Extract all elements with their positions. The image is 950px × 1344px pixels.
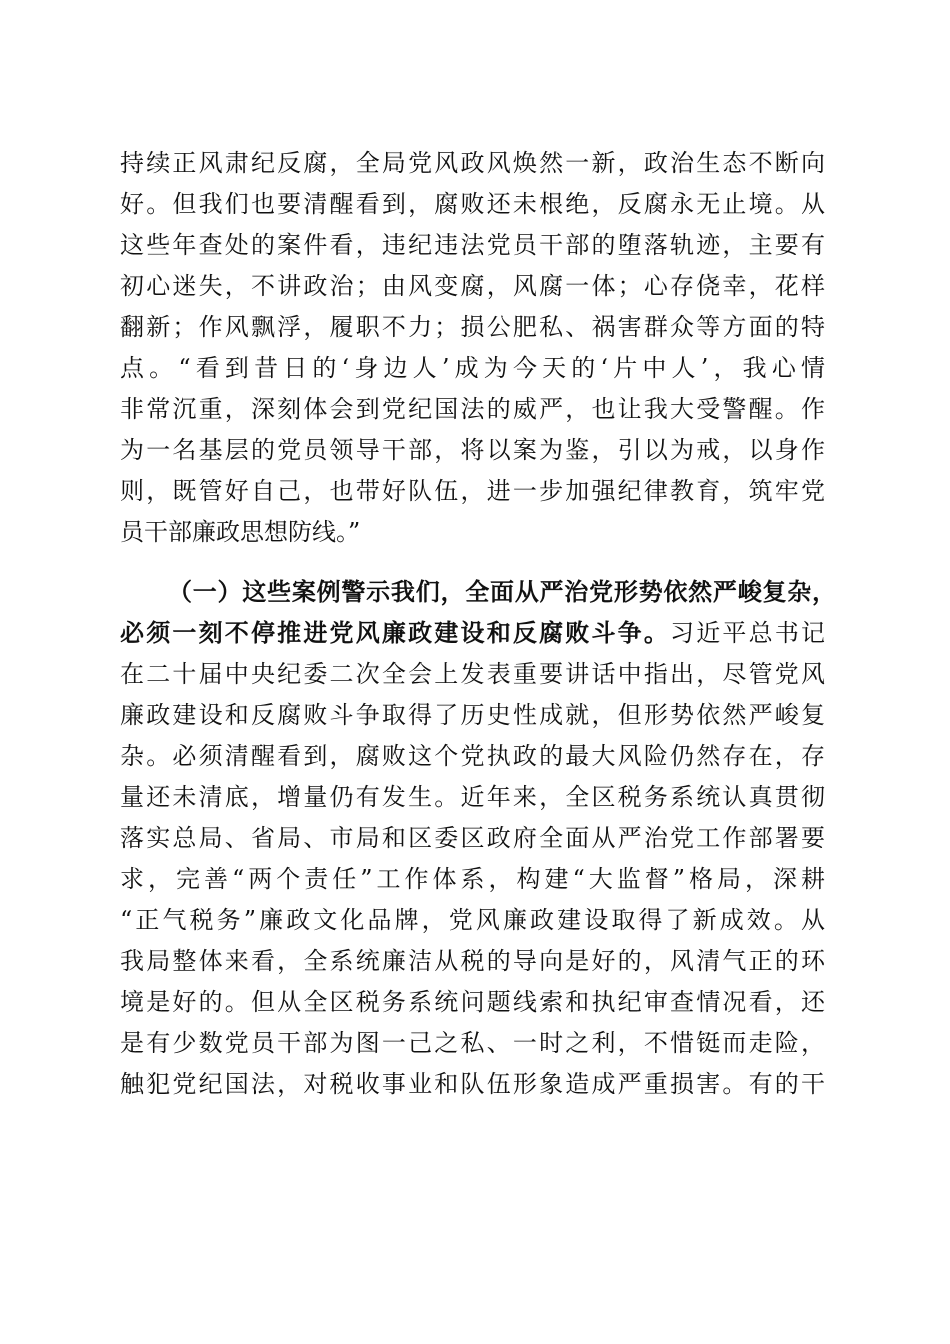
body-text-line: 求，完善“两个责任”工作体系，构建“大监督”格局，深耕 bbox=[120, 865, 825, 893]
body-text-line: 我局整体来看，全系统廉洁从税的导向是好的，风清气正的环 bbox=[120, 947, 825, 975]
body-text-line: 员干部廉政思想防线。” bbox=[120, 518, 361, 546]
body-text-line: 廉政建设和反腐败斗争取得了历史性成就，但形势依然严峻复 bbox=[120, 701, 825, 729]
section-heading-line-mixed bbox=[120, 613, 825, 653]
section-heading-bold: 必须一刻不停推进党风廉政建设和反腐败斗争。 bbox=[120, 618, 671, 647]
body-text-line: 非常沉重，深刻体会到党纪国法的威严，也让我大受警醒。作 bbox=[120, 395, 825, 423]
body-text-run: 习近平总书记 bbox=[670, 619, 826, 647]
body-text-line: 初心迷失，不讲政治；由风变腐，风腐一体；心存侥幸，花样 bbox=[120, 272, 825, 300]
body-text-line: 这些年查处的案件看，违纪违法党员干部的堕落轨迹，主要有 bbox=[120, 231, 825, 259]
body-text-line: 点。“看到昔日的‘身边人’成为今天的‘片中人’，我心情 bbox=[120, 354, 825, 382]
body-text-line: 触犯党纪国法，对税收事业和队伍形象造成严重损害。有的干 bbox=[120, 1070, 825, 1098]
body-text-line: 为一名基层的党员领导干部，将以案为鉴，引以为戒，以身作 bbox=[120, 436, 825, 464]
body-text-line: 好。但我们也要清醒看到，腐败还未根绝，反腐永无止境。从 bbox=[120, 190, 825, 218]
body-text-line: “正气税务”廉政文化品牌，党风廉政建设取得了新成效。从 bbox=[120, 906, 825, 934]
body-text-line: 翻新；作风飘浮，履职不力；损公肥私、祸害群众等方面的特 bbox=[120, 313, 825, 341]
body-text-line: 杂。必须清醒看到，腐败这个党执政的最大风险仍然存在，存 bbox=[120, 742, 825, 770]
body-text-line: 境是好的。但从全区税务系统问题线索和执纪审查情况看，还 bbox=[120, 988, 825, 1016]
body-text-line: 持续正风肃纪反腐，全局党风政风焕然一新，政治生态不断向 bbox=[120, 149, 825, 177]
body-text-line: 在二十届中央纪委二次全会上发表重要讲话中指出，尽管党风 bbox=[120, 660, 825, 688]
body-text-line: 是有少数党员干部为图一己之私、一时之利，不惜铤而走险， bbox=[120, 1029, 825, 1057]
body-text-line: 量还未清底，增量仍有发生。近年来，全区税务系统认真贯彻 bbox=[120, 783, 825, 811]
body-text-line: 落实总局、省局、市局和区委区政府全面从严治党工作部署要 bbox=[120, 824, 825, 852]
section-heading-line: （一）这些案例警示我们，全面从严治党形势依然严峻复杂， bbox=[168, 577, 836, 606]
body-text-line: 则，既管好自己，也带好队伍，进一步加强纪律教育，筑牢党 bbox=[120, 477, 825, 505]
